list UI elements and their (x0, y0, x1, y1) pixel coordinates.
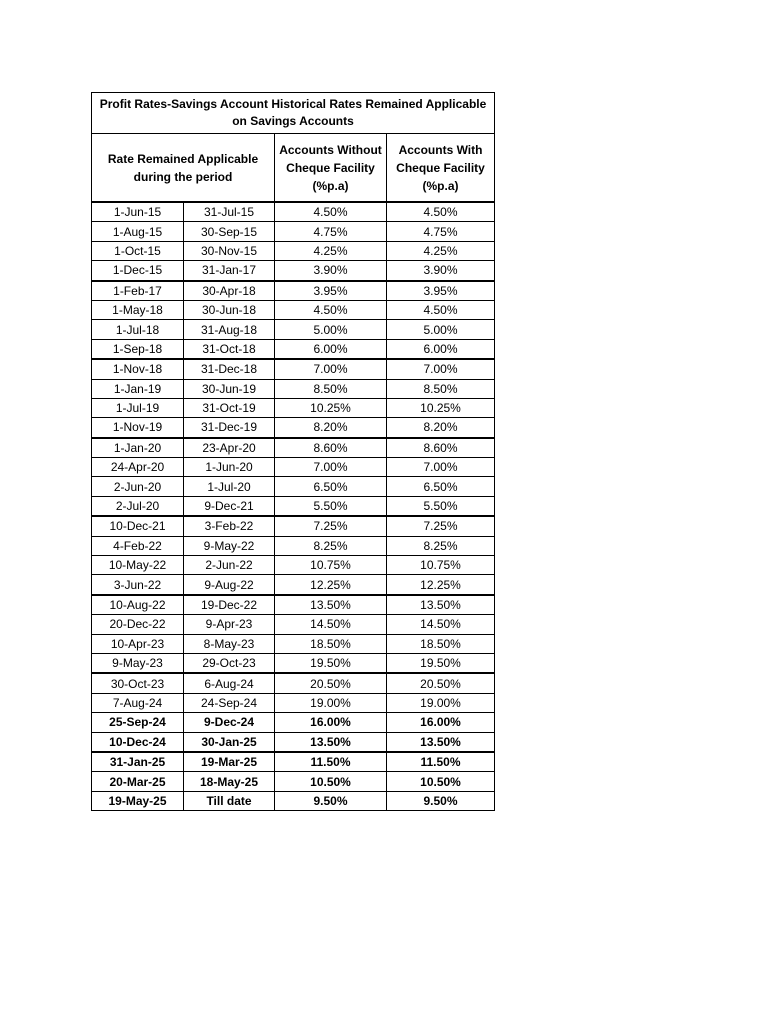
period-start-cell: 7-Aug-24 (92, 693, 184, 712)
rate-with-cheque-cell: 12.25% (387, 575, 495, 595)
rate-with-cheque-cell: 19.00% (387, 693, 495, 712)
period-end-cell: 3-Feb-22 (184, 516, 275, 536)
table-row (92, 458, 495, 477)
rate-with-cheque-cell: 13.50% (387, 732, 495, 752)
period-end-cell: 30-Sep-15 (184, 222, 275, 241)
period-header: Rate Remained Applicable during the period (92, 134, 275, 203)
rate-without-cheque-cell: 8.25% (275, 536, 387, 555)
period-start-cell: 25-Sep-24 (92, 713, 184, 732)
period-start-cell: 10-Aug-22 (92, 595, 184, 615)
period-start-cell: 1-Jul-18 (92, 320, 184, 339)
period-end-cell: 30-Apr-18 (184, 281, 275, 301)
period-end-cell: 9-Dec-21 (184, 496, 275, 516)
table-row (92, 732, 495, 752)
period-start-cell: 1-May-18 (92, 300, 184, 319)
period-end-cell: 9-Dec-24 (184, 713, 275, 732)
rate-without-cheque-cell: 4.50% (275, 300, 387, 319)
rate-with-cheque-cell: 4.50% (387, 300, 495, 319)
table-row (92, 673, 495, 693)
rate-without-cheque-cell: 7.25% (275, 516, 387, 536)
rate-with-cheque-cell: 10.75% (387, 556, 495, 575)
rate-without-cheque-cell: 7.00% (275, 359, 387, 379)
rate-without-cheque-cell: 10.75% (275, 556, 387, 575)
rate-without-cheque-cell: 19.00% (275, 693, 387, 712)
period-start-cell: 1-Feb-17 (92, 281, 184, 301)
period-end-cell: 23-Apr-20 (184, 438, 275, 458)
table-row (92, 575, 495, 595)
period-end-cell: 31-Oct-18 (184, 339, 275, 359)
rate-with-cheque-cell: 5.50% (387, 496, 495, 516)
table-row (92, 281, 495, 301)
period-start-cell: 9-May-23 (92, 653, 184, 673)
without-cheque-header: Accounts Without Cheque Facility (%p.a) (275, 134, 387, 203)
rate-with-cheque-cell: 7.00% (387, 359, 495, 379)
period-end-cell: Till date (184, 791, 275, 810)
period-end-cell: 31-Dec-19 (184, 418, 275, 438)
period-end-cell: 1-Jul-20 (184, 477, 275, 496)
rate-with-cheque-cell: 7.00% (387, 458, 495, 477)
period-end-cell: 31-Oct-19 (184, 398, 275, 417)
rate-rows (92, 202, 495, 811)
table-row (92, 791, 495, 810)
table-row (92, 320, 495, 339)
rate-with-cheque-cell: 6.00% (387, 339, 495, 359)
rate-with-cheque-cell: 7.25% (387, 516, 495, 536)
table-row (92, 241, 495, 260)
period-end-cell: 30-Jun-19 (184, 379, 275, 398)
rate-without-cheque-cell: 6.50% (275, 477, 387, 496)
rate-without-cheque-cell: 16.00% (275, 713, 387, 732)
rate-with-cheque-cell: 20.50% (387, 673, 495, 693)
rate-without-cheque-cell: 10.50% (275, 772, 387, 791)
table-row (92, 222, 495, 241)
rate-without-cheque-cell: 11.50% (275, 752, 387, 772)
table-row (92, 418, 495, 438)
period-end-cell: 2-Jun-22 (184, 556, 275, 575)
period-end-cell: 8-May-23 (184, 634, 275, 653)
header-row (92, 134, 495, 203)
rate-without-cheque-cell: 7.00% (275, 458, 387, 477)
period-start-cell: 10-Apr-23 (92, 634, 184, 653)
period-start-cell: 4-Feb-22 (92, 536, 184, 555)
rate-with-cheque-cell: 8.60% (387, 438, 495, 458)
rate-without-cheque-cell: 10.25% (275, 398, 387, 417)
period-end-cell: 31-Dec-18 (184, 359, 275, 379)
period-start-cell: 1-Oct-15 (92, 241, 184, 260)
period-end-cell: 19-Dec-22 (184, 595, 275, 615)
rate-with-cheque-cell: 14.50% (387, 615, 495, 634)
rate-with-cheque-cell: 4.25% (387, 241, 495, 260)
period-end-cell: 18-May-25 (184, 772, 275, 791)
rate-with-cheque-cell: 4.50% (387, 202, 495, 222)
period-end-cell: 1-Jun-20 (184, 458, 275, 477)
period-start-cell: 10-Dec-21 (92, 516, 184, 536)
rate-without-cheque-cell: 3.95% (275, 281, 387, 301)
period-end-cell: 6-Aug-24 (184, 673, 275, 693)
with-cheque-header: Accounts With Cheque Facility (%p.a) (387, 134, 495, 203)
table-row (92, 477, 495, 496)
period-start-cell: 10-Dec-24 (92, 732, 184, 752)
rate-without-cheque-cell: 4.75% (275, 222, 387, 241)
rate-with-cheque-cell: 19.50% (387, 653, 495, 673)
period-end-cell: 19-Mar-25 (184, 752, 275, 772)
title-row (92, 93, 495, 134)
rate-with-cheque-cell: 6.50% (387, 477, 495, 496)
period-start-cell: 1-Jan-19 (92, 379, 184, 398)
period-end-cell: 31-Aug-18 (184, 320, 275, 339)
period-start-cell: 20-Dec-22 (92, 615, 184, 634)
table-row (92, 339, 495, 359)
rate-without-cheque-cell: 9.50% (275, 791, 387, 810)
period-end-cell: 30-Jun-18 (184, 300, 275, 319)
period-start-cell: 1-Nov-19 (92, 418, 184, 438)
period-end-cell: 30-Jan-25 (184, 732, 275, 752)
table-row (92, 359, 495, 379)
rate-with-cheque-cell: 4.75% (387, 222, 495, 241)
rate-without-cheque-cell: 19.50% (275, 653, 387, 673)
period-start-cell: 1-Jun-15 (92, 202, 184, 222)
period-start-cell: 1-Jan-20 (92, 438, 184, 458)
period-start-cell: 3-Jun-22 (92, 575, 184, 595)
table-row (92, 398, 495, 417)
table-row (92, 438, 495, 458)
table-row (92, 516, 495, 536)
period-start-cell: 1-Dec-15 (92, 261, 184, 281)
period-start-cell: 19-May-25 (92, 791, 184, 810)
period-start-cell: 1-Nov-18 (92, 359, 184, 379)
period-start-cell: 2-Jun-20 (92, 477, 184, 496)
table-row (92, 634, 495, 653)
rate-with-cheque-cell: 16.00% (387, 713, 495, 732)
period-start-cell: 1-Jul-19 (92, 398, 184, 417)
rate-with-cheque-cell: 10.50% (387, 772, 495, 791)
table-row (92, 379, 495, 398)
period-end-cell: 24-Sep-24 (184, 693, 275, 712)
rate-without-cheque-cell: 8.20% (275, 418, 387, 438)
rate-without-cheque-cell: 4.50% (275, 202, 387, 222)
table-row (92, 556, 495, 575)
rate-without-cheque-cell: 8.50% (275, 379, 387, 398)
table-row (92, 752, 495, 772)
period-start-cell: 10-May-22 (92, 556, 184, 575)
table-row (92, 595, 495, 615)
rate-with-cheque-cell: 13.50% (387, 595, 495, 615)
table-row (92, 261, 495, 281)
rate-with-cheque-cell: 8.20% (387, 418, 495, 438)
rate-without-cheque-cell: 18.50% (275, 634, 387, 653)
rate-with-cheque-cell: 9.50% (387, 791, 495, 810)
period-end-cell: 31-Jul-15 (184, 202, 275, 222)
rate-with-cheque-cell: 8.25% (387, 536, 495, 555)
period-start-cell: 30-Oct-23 (92, 673, 184, 693)
profit-rates-sheet (91, 92, 494, 811)
table-row (92, 693, 495, 712)
period-start-cell: 1-Sep-18 (92, 339, 184, 359)
rate-without-cheque-cell: 12.25% (275, 575, 387, 595)
profit-rates-table (91, 92, 495, 811)
period-start-cell: 20-Mar-25 (92, 772, 184, 791)
rate-without-cheque-cell: 3.90% (275, 261, 387, 281)
period-end-cell: 29-Oct-23 (184, 653, 275, 673)
rate-with-cheque-cell: 3.95% (387, 281, 495, 301)
table-row (92, 202, 495, 222)
table-row (92, 615, 495, 634)
period-start-cell: 31-Jan-25 (92, 752, 184, 772)
table-title: Profit Rates-Savings Account Historical Rates Remained Applicable on Savings Accounts (92, 93, 495, 134)
rate-without-cheque-cell: 4.25% (275, 241, 387, 260)
period-end-cell: 9-Aug-22 (184, 575, 275, 595)
rate-without-cheque-cell: 5.50% (275, 496, 387, 516)
table-row (92, 300, 495, 319)
period-start-cell: 2-Jul-20 (92, 496, 184, 516)
rate-without-cheque-cell: 8.60% (275, 438, 387, 458)
rate-without-cheque-cell: 14.50% (275, 615, 387, 634)
table-row (92, 536, 495, 555)
rate-without-cheque-cell: 20.50% (275, 673, 387, 693)
period-end-cell: 31-Jan-17 (184, 261, 275, 281)
rate-with-cheque-cell: 8.50% (387, 379, 495, 398)
period-end-cell: 30-Nov-15 (184, 241, 275, 260)
rate-without-cheque-cell: 6.00% (275, 339, 387, 359)
period-end-cell: 9-Apr-23 (184, 615, 275, 634)
rate-with-cheque-cell: 11.50% (387, 752, 495, 772)
rate-without-cheque-cell: 5.00% (275, 320, 387, 339)
table-row (92, 772, 495, 791)
table-row (92, 496, 495, 516)
rate-without-cheque-cell: 13.50% (275, 595, 387, 615)
table-row (92, 713, 495, 732)
rate-with-cheque-cell: 18.50% (387, 634, 495, 653)
period-start-cell: 24-Apr-20 (92, 458, 184, 477)
period-start-cell: 1-Aug-15 (92, 222, 184, 241)
rate-without-cheque-cell: 13.50% (275, 732, 387, 752)
rate-with-cheque-cell: 10.25% (387, 398, 495, 417)
rate-with-cheque-cell: 3.90% (387, 261, 495, 281)
table-row (92, 653, 495, 673)
rate-with-cheque-cell: 5.00% (387, 320, 495, 339)
period-end-cell: 9-May-22 (184, 536, 275, 555)
